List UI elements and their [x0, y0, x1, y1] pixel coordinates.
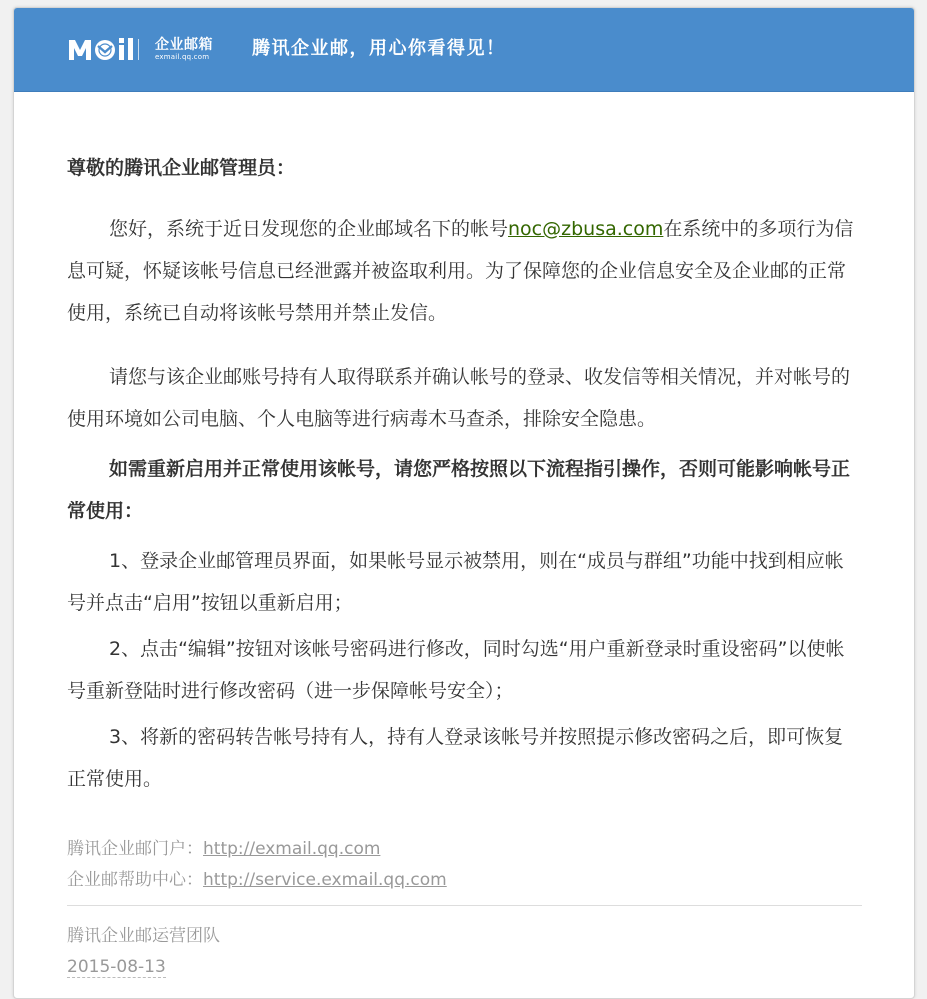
paragraph-account-disabled	[67, 208, 862, 334]
footer-links	[67, 834, 862, 896]
step-item: 1、登录企业邮管理员界面，如果帐号显示被禁用，则在“成员与群组”功能中找到相应帐号并点击“启用”按钮以重新启用；	[67, 550, 844, 614]
email-card	[13, 7, 915, 999]
footer-divider	[67, 905, 862, 906]
help-row	[67, 865, 862, 896]
logo-text	[155, 38, 213, 61]
signature-date: 2015-08-13	[67, 957, 166, 977]
para1-text-after: 在系统中的多项行为信息可疑，怀疑该帐号信息已经泄露并被盗取利用。为了保障您的企业信息安全及企业邮的正常使用，系统已自动将该帐号禁用并禁止发信。	[67, 218, 854, 324]
header-slogan: 腾讯企业邮，用心你看得见！	[252, 38, 506, 59]
logo-title: 企业邮箱	[155, 36, 213, 53]
portal-label: 腾讯企业邮门户：	[67, 839, 203, 859]
greeting: 尊敬的腾讯企业邮管理员：	[67, 157, 296, 179]
portal-link[interactable]: http://exmail.qq.com	[203, 839, 381, 859]
para1-text-before: 您好，系统于近日发现您的企业邮域名下的帐号	[109, 218, 509, 240]
email-body	[67, 148, 862, 800]
mail-logo-icon	[67, 35, 152, 63]
paragraph-contact-owner: 请您与该企业邮账号持有人取得联系并确认帐号的登录、收发信等相关情况，并对帐号的使用环境如公司电脑、个人电脑等进行病毒木马查杀，排除安全隐患。	[67, 366, 851, 430]
step-item: 3、将新的密码转告帐号持有人，持有人登录该帐号并按照提示修改密码之后，即可恢复正常使用。	[67, 726, 844, 790]
exmail-logo	[67, 32, 213, 66]
help-label: 企业邮帮助中心：	[67, 870, 203, 890]
paragraph-reenable-instructions: 如需重新启用并正常使用该帐号，请您严格按照以下流程指引操作，否则可能影响帐号正常使用：	[67, 458, 851, 522]
help-center-link[interactable]: http://service.exmail.qq.com	[203, 870, 447, 890]
logo-domain: exmail.qq.com	[155, 52, 210, 61]
signature-team: 腾讯企业邮运营团队	[67, 926, 220, 946]
signature	[67, 921, 220, 983]
portal-row	[67, 834, 862, 865]
step-item: 2、点击“编辑”按钮对该帐号密码进行修改，同时勾选“用户重新登录时重设密码”以使帐号重新登陆时进行修改密码（进一步保障帐号安全）；	[67, 638, 845, 702]
account-email-link[interactable]: noc@zbusa.com	[508, 218, 664, 240]
email-header	[14, 8, 914, 92]
